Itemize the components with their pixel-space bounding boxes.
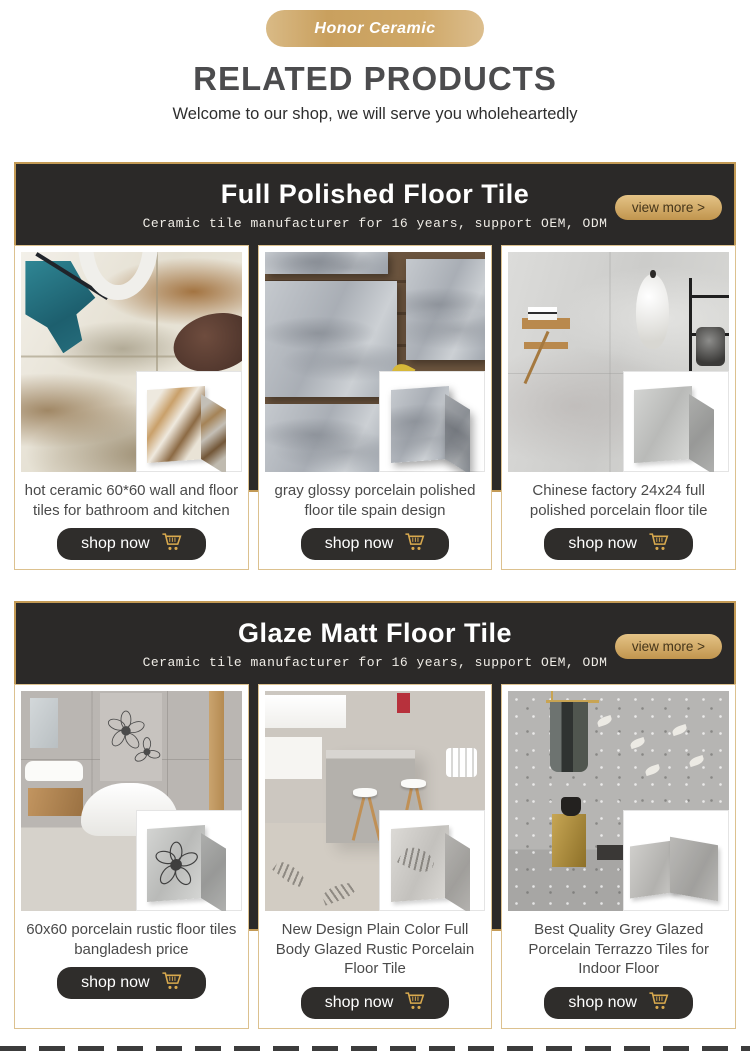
cart-icon — [161, 532, 182, 556]
white-vase-shape — [636, 274, 669, 349]
cart-icon — [648, 991, 669, 1015]
tile-sample-side — [201, 833, 226, 911]
mirror-shape — [30, 698, 59, 749]
tile-sample-front — [634, 386, 692, 463]
section-glaze-matt — [14, 601, 736, 1029]
product-card[interactable] — [258, 684, 493, 1029]
product-photo-marble-cleaning — [21, 252, 242, 472]
feather-motif-shape — [272, 858, 309, 892]
shop-now-label: shop now — [81, 535, 150, 552]
tile-sample-front — [147, 825, 205, 902]
shop-now-label: shop now — [324, 535, 394, 552]
radiator-shape — [446, 748, 477, 777]
leaf-decal-shape — [596, 715, 613, 727]
tile-sample-inset — [136, 810, 242, 911]
view-more-button[interactable]: view more > — [615, 195, 722, 220]
shop-now-button[interactable] — [301, 987, 450, 1019]
section-title: Glaze Matt Floor Tile — [237, 618, 513, 648]
shop-now-button[interactable] — [301, 528, 450, 560]
page-title: RELATED PRODUCTS — [193, 60, 557, 97]
door-shape — [209, 691, 224, 819]
product-photo-terrazzo-showroom — [508, 691, 729, 911]
shop-now-label: shop now — [568, 535, 637, 552]
leaf-decal-shape — [671, 724, 688, 736]
tile-sample-inset — [623, 371, 729, 472]
section-header — [14, 601, 736, 684]
product-title: gray glossy porcelain polished floor tile spain design — [274, 482, 476, 519]
product-card[interactable] — [501, 684, 736, 1029]
product-card-row — [14, 684, 736, 1029]
tile-sample-front — [391, 386, 449, 463]
table-leg-shape — [523, 331, 549, 384]
product-photo-floor-showroom — [508, 252, 729, 472]
page-header — [0, 0, 750, 124]
tile-sample-side — [445, 394, 470, 472]
gray-tile-shape — [265, 404, 389, 472]
flat-tile-sample — [670, 836, 718, 900]
tile-sample-inset — [379, 810, 485, 911]
tile-sample-inset — [379, 371, 485, 472]
cart-icon — [161, 971, 182, 995]
feather-motif-shape — [397, 843, 437, 876]
poppy-flower-art — [100, 693, 162, 781]
next-section-dotted-edge — [0, 1046, 750, 1051]
wood-cabinet-shape — [28, 788, 83, 817]
tile-sample-front — [391, 825, 449, 902]
product-title: Chinese factory 24x24 full polished porcelain floor tile — [529, 482, 708, 519]
section-title: Full Polished Floor Tile — [220, 179, 530, 209]
gray-tile-shape — [265, 281, 397, 398]
product-photo-bathroom-floral — [21, 691, 242, 911]
shop-now-label: shop now — [568, 993, 637, 1011]
product-photo-kitchen — [265, 691, 486, 911]
tile-sample-inset — [136, 371, 242, 472]
product-photo-gray-tiles-wood — [265, 252, 486, 472]
red-towel-shape — [397, 693, 410, 713]
stool-seat-shape — [401, 779, 425, 788]
section-subtitle: Ceramic tile manufacturer for 16 years, support OEM, ODM — [142, 216, 608, 231]
leaf-decal-shape — [644, 764, 661, 776]
cart-icon — [648, 532, 669, 556]
section-full-polished — [14, 162, 736, 570]
tile-sample-side — [201, 394, 226, 472]
books-shape — [528, 307, 557, 320]
product-card[interactable] — [501, 245, 736, 570]
shop-now-button[interactable] — [544, 987, 693, 1019]
product-card-row — [14, 245, 736, 570]
shop-now-label: shop now — [324, 993, 394, 1011]
stool-seat-shape — [353, 788, 377, 797]
lower-cabinets-shape — [265, 737, 322, 779]
shop-now-label: shop now — [81, 974, 150, 991]
basket-shape — [696, 327, 725, 367]
shop-now-button[interactable] — [57, 528, 206, 560]
product-card[interactable] — [14, 245, 249, 570]
shop-now-button[interactable] — [57, 967, 206, 999]
upper-cabinets-shape — [265, 695, 347, 728]
gold-cabinet-shape — [552, 814, 585, 867]
feather-motif-shape — [320, 879, 358, 906]
tile-sample-inset — [623, 810, 729, 911]
product-title: hot ceramic 60*60 wall and floor tiles for bathroom and kitchen — [24, 482, 239, 519]
leather-cushion-shape — [168, 304, 242, 380]
flower-tile-art — [147, 825, 205, 902]
product-card[interactable] — [14, 684, 249, 1029]
gray-tile-shape — [265, 252, 389, 274]
gray-tile-shape — [406, 259, 485, 360]
cart-icon — [404, 532, 425, 556]
section-header — [14, 162, 736, 245]
product-title: 60x60 porcelain rustic floor tiles bangladesh price — [26, 921, 237, 958]
tile-sample-side — [689, 394, 714, 472]
floral-wall-panel — [100, 693, 162, 781]
product-title: New Design Plain Color Full Body Glazed Rustic Porcelain Floor Tile — [275, 921, 475, 977]
tile-sample-front — [147, 386, 205, 463]
hanging-clothes-shape — [550, 702, 588, 772]
page-subtitle: Welcome to our shop, we will serve you wholeheartedly — [172, 105, 578, 123]
cart-icon — [404, 991, 425, 1015]
basin-shape — [25, 761, 82, 781]
product-card[interactable] — [258, 245, 493, 570]
handbag-shape — [561, 797, 581, 817]
section-subtitle: Ceramic tile manufacturer for 16 years, support OEM, ODM — [142, 655, 608, 670]
shop-now-button[interactable] — [544, 528, 693, 560]
view-more-button[interactable]: view more > — [615, 634, 722, 659]
leaf-decal-shape — [688, 755, 705, 767]
leaf-decal-shape — [629, 737, 646, 749]
product-title: Best Quality Grey Glazed Porcelain Terrazzo Tiles for Indoor Floor — [528, 921, 709, 977]
tile-sample-side — [445, 833, 470, 911]
brand-ribbon: Honor Ceramic — [266, 10, 484, 47]
